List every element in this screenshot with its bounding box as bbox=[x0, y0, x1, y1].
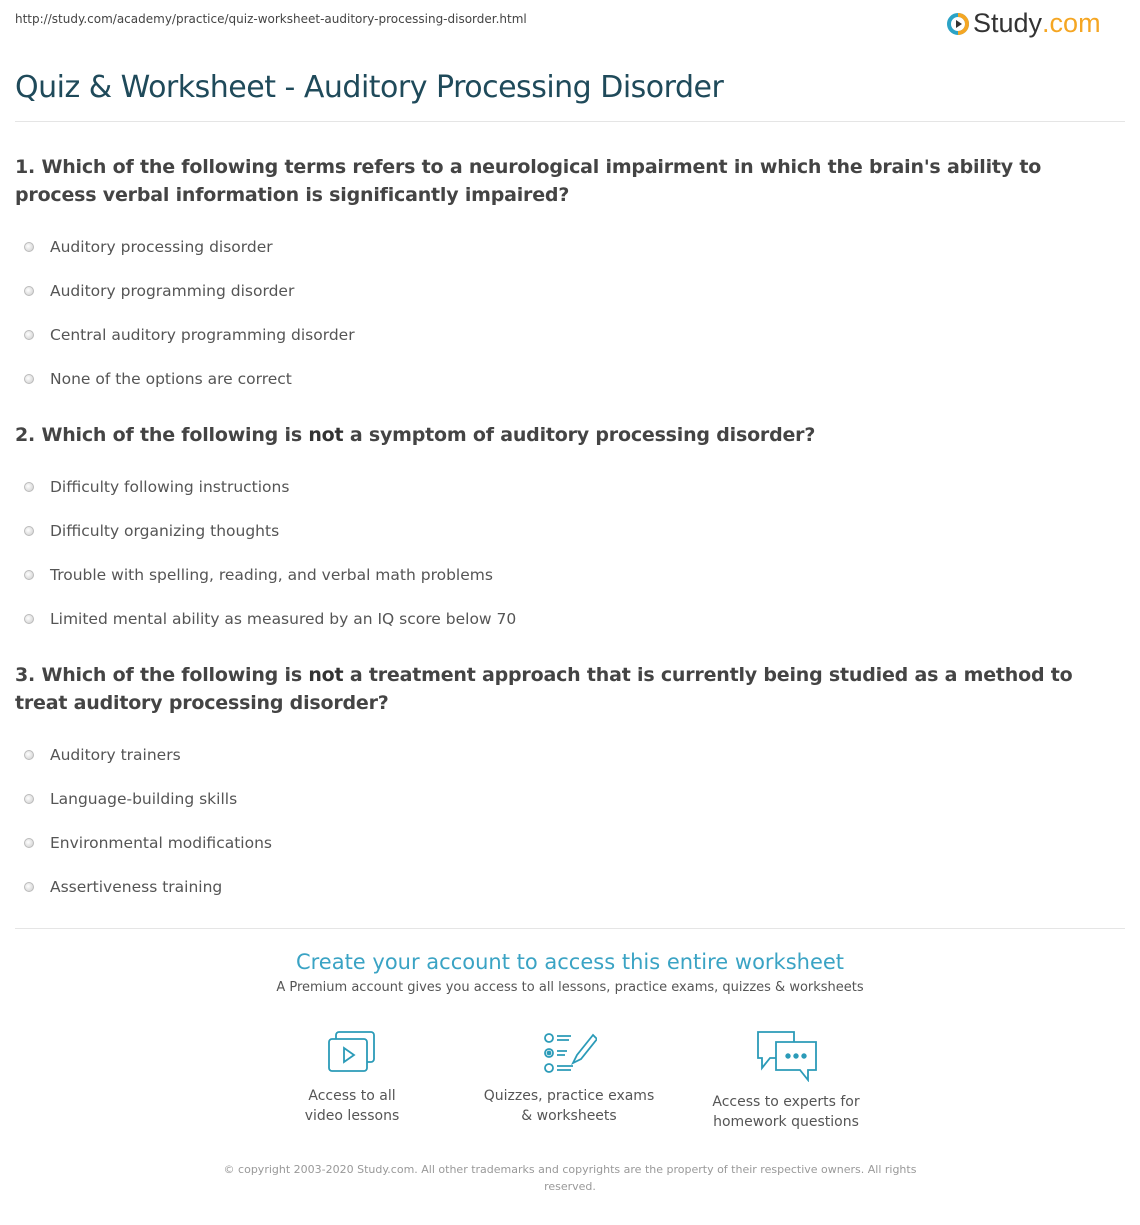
cta-heading-link[interactable]: Create your account to access this entire worksheet bbox=[295, 950, 845, 974]
question-1 bbox=[15, 153, 1120, 401]
option-label: Auditory programming disorder bbox=[50, 282, 295, 300]
cta-subtext: A Premium account gives you access to all lessons, practice exams, quizzes & worksheets bbox=[276, 980, 864, 995]
question-text bbox=[15, 421, 1120, 449]
page-title: Quiz & Worksheet - Auditory Processing Disorder bbox=[15, 70, 724, 105]
page-url: http://study.com/academy/practice/quiz-worksheet-auditory-processing-disorder.html bbox=[15, 12, 527, 26]
answer-option[interactable] bbox=[15, 269, 1120, 313]
answer-option[interactable] bbox=[15, 509, 1120, 553]
option-label: Trouble with spelling, reading, and verbal math problems bbox=[50, 566, 493, 584]
divider bbox=[15, 928, 1125, 929]
radio-button[interactable] bbox=[24, 374, 34, 384]
copyright-notice: © copyright 2003-2020 Study.com. All other trademarks and copyrights are the property of their respective owners. All rights reserved. bbox=[223, 1163, 917, 1193]
answer-option[interactable] bbox=[15, 225, 1120, 269]
option-label: Auditory trainers bbox=[50, 746, 181, 764]
option-label: Language-building skills bbox=[50, 790, 238, 808]
radio-button[interactable] bbox=[24, 838, 34, 848]
radio-button[interactable] bbox=[24, 286, 34, 296]
answer-option[interactable] bbox=[15, 313, 1120, 357]
play-logo-icon bbox=[946, 12, 970, 36]
radio-button[interactable] bbox=[24, 614, 34, 624]
question-emphasis: not bbox=[308, 664, 344, 686]
answer-option[interactable] bbox=[15, 777, 1120, 821]
question-text-part: 1. Which of the following terms refers to a neurological impairment in which the brain's ability to process verbal information is significantly impaired? bbox=[15, 156, 1042, 206]
question-3 bbox=[15, 661, 1120, 909]
question-text bbox=[15, 153, 1120, 209]
answer-option[interactable] bbox=[15, 821, 1120, 865]
study-logo[interactable] bbox=[946, 8, 1101, 39]
radio-button[interactable] bbox=[24, 570, 34, 580]
radio-button[interactable] bbox=[24, 482, 34, 492]
answer-option[interactable] bbox=[15, 357, 1120, 401]
option-label: Difficulty organizing thoughts bbox=[50, 522, 280, 540]
question-text bbox=[15, 661, 1120, 717]
quiz-checklist-icon bbox=[541, 1030, 597, 1076]
feature-quizzes bbox=[469, 1030, 669, 1126]
option-label: Auditory processing disorder bbox=[50, 238, 273, 256]
logo-name: Study bbox=[973, 8, 1043, 38]
answer-option[interactable] bbox=[15, 597, 1120, 641]
feature-label: video lessons bbox=[304, 1108, 400, 1124]
chat-bubbles-icon bbox=[754, 1030, 818, 1082]
radio-button[interactable] bbox=[24, 794, 34, 804]
question-text-part: a symptom of auditory processing disorder? bbox=[343, 424, 816, 446]
signup-cta bbox=[0, 950, 1140, 995]
question-text-part: a treatment approach that is currently being studied as a method to treat auditory processing disorder? bbox=[15, 664, 1073, 714]
option-label: Environmental modifications bbox=[50, 834, 272, 852]
radio-button[interactable] bbox=[24, 242, 34, 252]
video-lessons-icon bbox=[326, 1030, 378, 1076]
option-label: Assertiveness training bbox=[50, 878, 223, 896]
option-label: None of the options are correct bbox=[50, 370, 292, 388]
option-label: Central auditory programming disorder bbox=[50, 326, 355, 344]
question-2 bbox=[15, 421, 1120, 641]
radio-button[interactable] bbox=[24, 750, 34, 760]
radio-button[interactable] bbox=[24, 330, 34, 340]
question-text-part: 3. Which of the following is bbox=[15, 664, 309, 686]
feature-label: Access to all bbox=[308, 1088, 396, 1104]
answer-option[interactable] bbox=[15, 553, 1120, 597]
feature-experts bbox=[686, 1030, 886, 1132]
feature-label: Quizzes, practice exams bbox=[483, 1088, 655, 1104]
feature-video-lessons bbox=[252, 1030, 452, 1126]
option-label: Difficulty following instructions bbox=[50, 478, 290, 496]
answer-option[interactable] bbox=[15, 733, 1120, 777]
radio-button[interactable] bbox=[24, 882, 34, 892]
answer-option[interactable] bbox=[15, 465, 1120, 509]
feature-label: & worksheets bbox=[521, 1108, 617, 1124]
logo-tld: .com bbox=[1042, 8, 1101, 38]
feature-label: homework questions bbox=[713, 1114, 859, 1130]
option-label: Limited mental ability as measured by an IQ score below 70 bbox=[50, 610, 517, 628]
question-text-part: 2. Which of the following is bbox=[15, 424, 309, 446]
feature-label: Access to experts for bbox=[712, 1094, 860, 1110]
question-emphasis: not bbox=[308, 424, 344, 446]
answer-option[interactable] bbox=[15, 865, 1120, 909]
radio-button[interactable] bbox=[24, 526, 34, 536]
divider bbox=[15, 121, 1125, 122]
